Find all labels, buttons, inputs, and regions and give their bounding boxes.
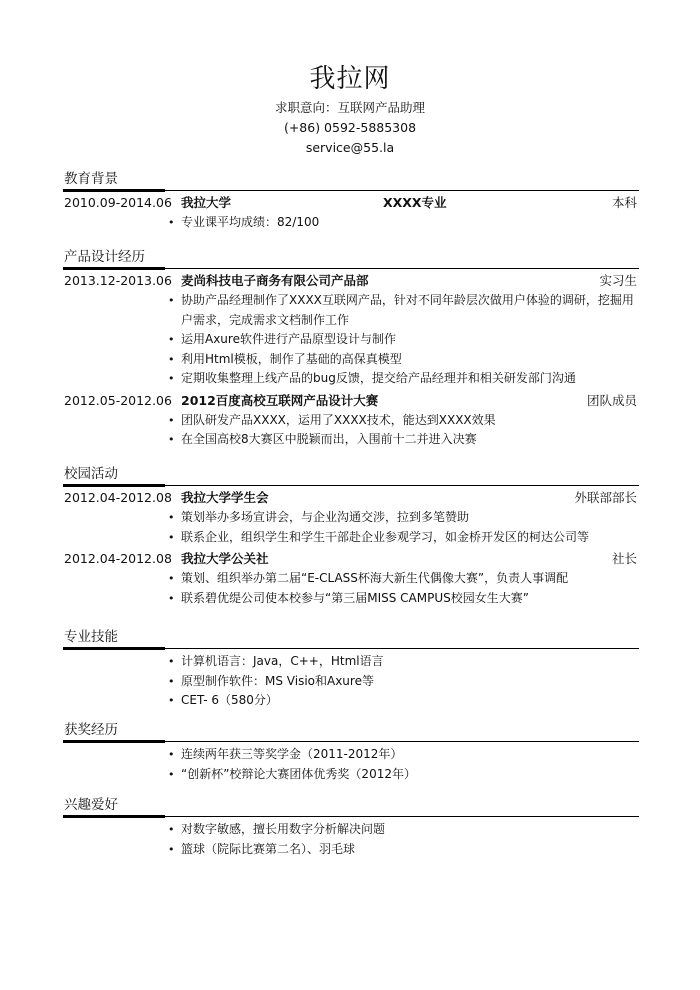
list-item: • 篮球（院际比赛第二名）、羽毛球 — [168, 840, 638, 860]
entry-bullets — [168, 411, 639, 450]
section-title: 专业技能 — [64, 629, 118, 645]
section-campus-activities — [63, 465, 639, 608]
section-divider — [63, 485, 639, 486]
list-item: • 对数字敏感，擅长用数字分析解决问题 — [168, 820, 638, 840]
list-item: • 定期收集整理上线产品的bug反馈，提交给产品经理并和相关研发部门沟通 — [168, 369, 638, 389]
entry-organization: 我拉大学 — [181, 195, 232, 210]
section-divider — [63, 268, 639, 269]
resume-header — [0, 0, 700, 158]
list-item: • 连续两年获三等奖学金（2011-2012年） — [168, 745, 638, 765]
section-product-experience — [63, 248, 639, 450]
section-divider — [63, 190, 639, 191]
hobbies-bullets — [168, 820, 639, 859]
entry-header — [63, 391, 639, 411]
entry-organization: 2012百度高校互联网产品设计大赛 — [181, 392, 379, 408]
phone-number: (+86) 0592-5885308 — [283, 120, 417, 135]
list-item: • 利用Html模板，制作了基础的高保真模型 — [168, 350, 638, 370]
list-item: • 联系企业，组织学生和学生干部赴企业参观学习，如金桥开发区的柯达公司等 — [168, 528, 638, 548]
entry-major: XXXX专业 — [383, 195, 447, 210]
section-title: 获奖经历 — [64, 722, 118, 738]
entry-bullets — [168, 291, 639, 389]
list-item: • 专业课平均成绩：82/100 — [168, 213, 638, 233]
list-item: • 在全国高校8大赛区中脱颖而出，入围前十二并进入决赛 — [168, 430, 638, 450]
section-title: 兴趣爱好 — [64, 797, 118, 813]
section-education — [63, 170, 639, 233]
list-item: • 策划举办多场宣讲会，与企业沟通交涉，拉到多笔赞助 — [168, 508, 638, 528]
job-objective: 求职意向：互联网产品助理 — [274, 100, 425, 115]
education-entry — [63, 193, 639, 233]
section-divider — [63, 648, 639, 649]
campus-entry — [63, 488, 639, 547]
entry-date: 2012.05-2012.06 — [64, 392, 172, 408]
list-item: • 计算机语言：Java，C++，Html语言 — [168, 652, 638, 672]
list-item: • CET- 6（580分） — [168, 691, 638, 711]
entry-header — [63, 271, 639, 291]
section-divider — [63, 816, 639, 817]
entry-bullets — [168, 508, 639, 547]
entry-bullets — [168, 213, 639, 233]
entry-header — [63, 488, 639, 508]
entry-role: 实习生 — [599, 273, 637, 288]
entry-date: 2010.09-2014.06 — [64, 195, 172, 210]
campus-entry — [63, 549, 639, 608]
section-awards — [63, 721, 639, 784]
section-title: 教育背景 — [64, 171, 118, 187]
entry-organization: 我拉大学公关社 — [181, 551, 269, 566]
section-title: 校园活动 — [64, 466, 118, 482]
product-entry — [63, 271, 639, 389]
entry-degree: 本科 — [611, 195, 637, 210]
product-entry — [63, 391, 639, 450]
entry-organization: 我拉大学学生会 — [181, 490, 269, 505]
list-item: • 原型制作软件：MS Visio和Axure等 — [168, 672, 638, 692]
entry-role: 团队成员 — [586, 392, 637, 408]
entry-bullets — [168, 569, 639, 608]
entry-date: 2013.12-2013.06 — [64, 273, 172, 288]
entry-date: 2012.04-2012.08 — [64, 490, 172, 505]
skills-bullets — [168, 652, 639, 711]
entry-role: 社长 — [611, 551, 637, 566]
list-item: • 联系碧优缇公司使本校参与“第三届MISS CAMPUS校园女生大赛” — [168, 589, 638, 609]
email-address: service@55.la — [305, 140, 395, 155]
candidate-name: 我拉网 — [309, 64, 391, 94]
entry-date: 2012.04-2012.08 — [64, 551, 172, 566]
entry-organization: 麦尚科技电子商务有限公司产品部 — [181, 273, 369, 288]
section-hobbies — [63, 796, 639, 859]
section-title: 产品设计经历 — [64, 249, 145, 265]
awards-bullets — [168, 745, 639, 784]
entry-header — [63, 549, 639, 569]
entry-header — [63, 193, 639, 213]
list-item: • “创新杯”校辩论大赛团体优秀奖（2012年） — [168, 765, 638, 785]
list-item: • 策划、组织举办第二届“E-CLASS杯海大新生代偶像大赛”，负责人事调配 — [168, 569, 638, 589]
list-item: • 运用Axure软件进行产品原型设计与制作 — [168, 330, 638, 350]
section-divider — [63, 741, 639, 742]
section-skills — [63, 628, 639, 711]
list-item: • 团队研发产品XXXX，运用了XXXX技术，能达到XXXX效果 — [168, 411, 638, 431]
list-item: • 协助产品经理制作了XXXX互联网产品，针对不同年龄层次做用户体验的调研，挖掘用户需求，完成需求文档制作工作 — [168, 291, 638, 330]
entry-role: 外联部部长 — [574, 490, 637, 505]
